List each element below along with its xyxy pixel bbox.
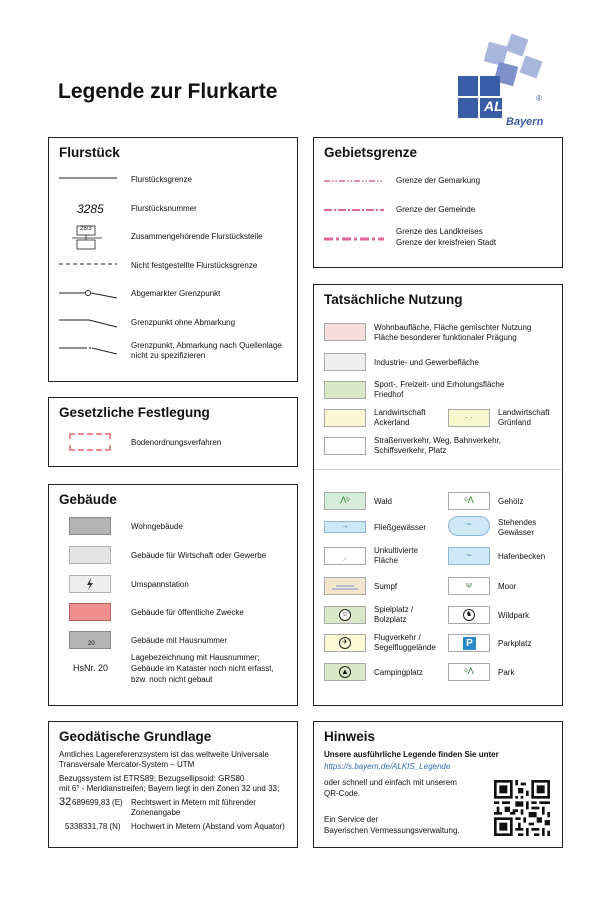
- flurstueck-item: Flurstücksnummer: [131, 204, 197, 213]
- municipality-boundary-icon: [324, 207, 384, 213]
- gebietsgrenze-item: Grenze des Landkreises: [396, 227, 483, 236]
- wave-icon: ~: [466, 550, 472, 560]
- nutzung-label: Park: [498, 668, 515, 677]
- deer-icon: ♞: [463, 609, 475, 621]
- gesetzlich-heading: Gesetzliche Festlegung: [59, 405, 210, 420]
- parcel-parts-icon: [73, 225, 101, 249]
- flowing-water-swatch: [324, 521, 366, 533]
- nutzung-label: Straßenverkehr, Weg, Bahnverkehr,: [374, 436, 502, 445]
- nutzung-label: Hafenbecken: [498, 552, 546, 561]
- nutzung-label: Campingplatz: [374, 668, 423, 677]
- flurstueck-panel: [48, 137, 298, 382]
- gesetzlich-item: Bodenordnungsverfahren: [131, 438, 222, 447]
- flurstueck-item: Grenzpunkt, Abmarkung nach Quellenlage: [131, 341, 282, 350]
- nutzung-label: Wildpark: [498, 611, 530, 620]
- nutzung-label: Stehendes: [498, 518, 537, 527]
- parcel-number-sample: 3285: [77, 202, 104, 216]
- flurstueck-item: Nicht festgestellte Flurstücksgrenze: [131, 261, 258, 270]
- geo-reference-line: Bezugssystem ist ETRS89; Bezugsellipsoid: GRS80: [59, 774, 245, 783]
- gebietsgrenze-item: Grenze der kreisfreien Stadt: [396, 238, 497, 247]
- nutzung-label: Ackerland: [374, 418, 410, 427]
- wave-icon: ~: [466, 519, 472, 529]
- public-building-swatch: [69, 603, 111, 621]
- traffic-area-swatch: [324, 437, 366, 455]
- gebaeude-item: Gebäude für öffentliche Zwecke: [131, 608, 244, 617]
- farmland-swatch: [324, 409, 366, 427]
- geodaetisch-heading: Geodätische Grundlage: [59, 729, 212, 744]
- nutzung-label: Bolzplatz: [374, 615, 407, 624]
- park-swatch: [448, 663, 490, 681]
- numbered-building-swatch: [69, 631, 111, 649]
- uncultivated-swatch: [324, 547, 366, 565]
- nutzung-label: Flugverkehr /: [374, 633, 421, 642]
- qr-code-icon[interactable]: [494, 780, 550, 836]
- hinweis-more: oder schnell und einfach mit unserem: [324, 778, 457, 787]
- flurstueck-item: Grenzpunkt ohne Abmarkung: [131, 318, 236, 327]
- logo-cubes-icon: [452, 30, 552, 130]
- flurstueck-heading: Flurstück: [59, 145, 120, 160]
- district-boundary-icon: [324, 178, 384, 184]
- location-desc-line: Lagebezeichnung mit Hausnummer;: [131, 653, 260, 662]
- nutzung-label: Wald: [374, 497, 392, 506]
- undetermined-boundary-icon: [59, 260, 117, 268]
- airplane-icon: ✈: [339, 637, 351, 649]
- nutzung-label: Landwirtschaft: [498, 408, 550, 417]
- nutzung-label: Gehölz: [498, 497, 524, 506]
- house-number-label: HsNr. 20: [73, 663, 109, 673]
- hinweis-more: QR-Code.: [324, 789, 361, 798]
- park-tree-icon: ᵒᐱ: [464, 666, 474, 676]
- forest-swatch: [324, 492, 366, 510]
- swamp-lines-icon: [324, 577, 366, 595]
- nutzung-divider: [314, 469, 561, 470]
- flurstueck-item: Zusammengehörende Flurstücksteile: [131, 232, 263, 241]
- geo-reference-line: mit 6° - Meridianstreifen; Bayern liegt in den Zonen 32 und 33;: [59, 784, 280, 793]
- nutzung-label: Schiffsverkehr, Platz: [374, 446, 447, 455]
- flurstueck-item: Flurstücksgrenze: [131, 175, 192, 184]
- gebaeude-item: Wohngebäude: [131, 522, 183, 531]
- nutzung-label: Fläche: [374, 556, 399, 565]
- grove-swatch: [448, 492, 490, 510]
- gebietsgrenze-heading: Gebietsgrenze: [324, 145, 418, 160]
- nutzung-label: Grünland: [498, 418, 531, 427]
- nutzung-heading: Tatsächliche Nutzung: [324, 292, 463, 307]
- parcel-boundary-icon: [59, 174, 117, 182]
- uncultivated-icon: ⸝: [342, 552, 348, 562]
- gebaeude-heading: Gebäude: [59, 492, 117, 507]
- standing-water-swatch: [448, 516, 490, 536]
- nutzung-label: Sumpf: [374, 582, 398, 591]
- grassland-swatch: [448, 409, 490, 427]
- gebietsgrenze-panel: [313, 137, 563, 268]
- moor-swatch: [448, 577, 490, 595]
- nutzung-label: Parkplatz: [498, 639, 532, 648]
- house-number-sample: 20: [88, 641, 95, 647]
- gebaeude-item: Umspannstation: [131, 580, 189, 589]
- playground-icon: ☺: [339, 609, 351, 621]
- gebaeude-item: Gebäude mit Hausnummer: [131, 636, 228, 645]
- airfield-swatch: [324, 634, 366, 652]
- parking-icon: P: [463, 637, 476, 650]
- grass-dots-icon: · ·: [464, 412, 474, 422]
- logo-subtext: Bayern: [506, 116, 544, 128]
- hinweis-lead: Unsere ausführliche Legende finden Sie unter: [324, 750, 499, 759]
- geodaetisch-panel: [48, 721, 298, 848]
- harbor-basin-swatch: [448, 547, 490, 565]
- unspecified-boundary-point-icon: [59, 343, 119, 357]
- gesetzlich-panel: [48, 397, 298, 467]
- nutzung-label: Fließgewässer: [374, 523, 427, 532]
- easting-desc: Rechtswert in Metern mit führender: [131, 798, 256, 807]
- leisure-area-swatch: [324, 381, 366, 399]
- nutzung-label: Segelfluggelände: [374, 643, 436, 652]
- location-desc-line: Gebäude im Kataster noch nicht erfasst,: [131, 664, 274, 673]
- nutzung-label: Gewässer: [498, 528, 535, 537]
- nutzung-label: Wohnbaufläche, Fläche gemischter Nutzung: [374, 323, 532, 332]
- industrial-area-swatch: [324, 353, 366, 371]
- gebaeude-panel: [48, 484, 298, 706]
- legend-link[interactable]: https://s.bayern.de/ALKIS_Legende: [324, 762, 451, 771]
- unmarked-boundary-point-icon: [59, 315, 119, 329]
- nutzung-label: Industrie- und Gewerbefläche: [374, 358, 479, 367]
- easting-value: 689699,83 (E): [72, 798, 123, 807]
- location-desc-line: bzw. noch nicht gebaut: [131, 675, 213, 684]
- wildlife-park-swatch: [448, 606, 490, 624]
- gebietsgrenze-item: Grenze der Gemarkung: [396, 176, 481, 185]
- gebietsgrenze-item: Grenze der Gemeinde: [396, 205, 476, 214]
- moor-grass-icon: ᴪ: [465, 580, 473, 590]
- hinweis-service: Ein Service der: [324, 815, 379, 824]
- tent-icon: ▲: [339, 666, 351, 678]
- utm-zone-number: 32: [59, 796, 72, 808]
- camping-swatch: [324, 663, 366, 681]
- logo-registered: ®: [536, 94, 542, 103]
- nutzung-panel: [313, 284, 563, 706]
- gebaeude-item: Gebäude für Wirtschaft oder Gewerbe: [131, 551, 267, 560]
- northing-value: 5338331,78 (N): [65, 822, 121, 831]
- nutzung-label: Unkultivierte: [374, 546, 419, 555]
- geo-intro-line: Transversale Mercator-System – UTM: [59, 760, 195, 769]
- commercial-building-swatch: [69, 546, 111, 564]
- northing-desc: Hochwert in Metern (Abstand vom Äquator): [131, 822, 285, 831]
- tree-icon: ᐱᵒ: [340, 495, 350, 505]
- hinweis-service: Bayerischen Vermessungsverwaltung.: [324, 826, 460, 835]
- flurstueck-item: nicht zu spezifizieren: [131, 351, 206, 360]
- hinweis-panel: [313, 721, 563, 848]
- parking-swatch: [448, 634, 490, 652]
- residential-area-swatch: [324, 323, 366, 341]
- land-consolidation-icon: [69, 433, 111, 451]
- parcel-fraction-sample: 28/3: [80, 226, 92, 232]
- nutzung-label: Friedhof: [374, 390, 404, 399]
- nutzung-label: Landwirtschaft: [374, 408, 426, 417]
- easting-desc: Zonenangabe: [131, 808, 181, 817]
- geo-intro-line: Amtliches Lagereferenzsystem ist das weltweite Universale: [59, 750, 269, 759]
- nutzung-label: Fläche besonderer funktionaler Prägung: [374, 333, 517, 342]
- flow-arrow-icon: →: [341, 521, 349, 530]
- lightning-icon: [69, 575, 111, 593]
- alkis-logo: [452, 30, 552, 130]
- hinweis-heading: Hinweis: [324, 729, 376, 744]
- shrub-icon: ᵒᐱ: [464, 495, 474, 505]
- nutzung-label: Sport-, Freizeit- und Erholungsfläche: [374, 380, 505, 389]
- residential-building-swatch: [69, 517, 111, 535]
- playground-swatch: [324, 606, 366, 624]
- nutzung-label: Spielplatz /: [374, 605, 414, 614]
- marked-boundary-point-icon: [59, 286, 119, 300]
- county-boundary-icon: [324, 235, 384, 243]
- flurstueck-item: Abgemarkter Grenzpunkt: [131, 289, 221, 298]
- swamp-swatch: [324, 577, 366, 595]
- logo-text: ALKIS: [484, 98, 526, 114]
- page-title: Legende zur Flurkarte: [58, 80, 278, 103]
- substation-swatch: [69, 575, 111, 593]
- nutzung-label: Moor: [498, 582, 517, 591]
